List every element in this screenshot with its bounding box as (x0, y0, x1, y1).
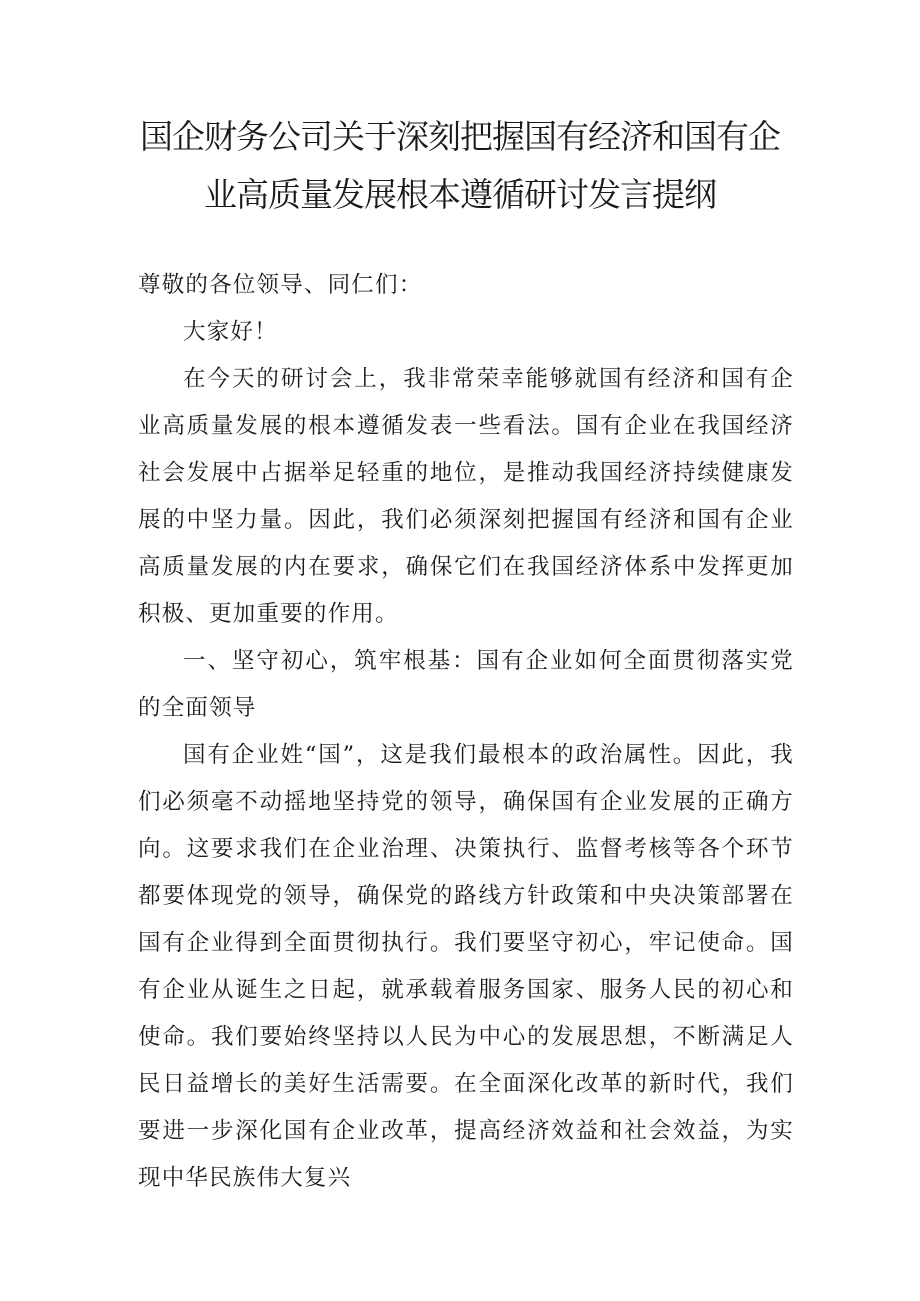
salutation: 尊敬的各位领导、同仁们： (138, 272, 423, 298)
paragraph-section-1: 国有企业姓“国”，这是我们最根本的政治属性。因此，我们必须毫不动摇地坚持党的领导，确保国有企业发展的正确方向。这要求我们在企业治理、决策执行、监督考核等各个环节都要体现党的领导，确保党的路线方针政策和中央决策部署在国有企业得到全面贯彻执行。我们要坚守初心，牢记使命。国有企业从诞生之日起，就承载着服务国家、服务人民的初心和使命。我们要始终坚持以人民为中心的发展思想，不断满足人民日益增长的美好生活需要。在全面深化改革的新时代，我们要进一步深化国有企业改革，提高经济效益和社会效益，为实现中华民族伟大复兴 (138, 742, 794, 1191)
greeting: 大家好！ (183, 319, 278, 345)
paragraph-intro: 在今天的研讨会上，我非常荣幸能够就国有经济和国有企业高质量发展的根本遵循发表一些看法。国有企业在我国经济社会发展中占据举足轻重的地位，是推动我国经济持续健康发展的中坚力量。因此，我们必须深刻把握国有经济和国有企业高质量发展的内在要求，确保它们在我国经济体系中发挥更加积极、更加重要的作用。 (138, 366, 794, 627)
title-line-2: 业高质量发展根本遵循研讨发言提纲 (204, 175, 716, 214)
section-heading-1: 一、坚守初心，筑牢根基：国有企业如何全面贯彻落实党的全面领导 (138, 648, 794, 721)
document-body (138, 262, 794, 1202)
document-title (0, 108, 920, 224)
title-line-1: 国企财务公司关于深刻把握国有经济和国有企 (140, 117, 780, 156)
